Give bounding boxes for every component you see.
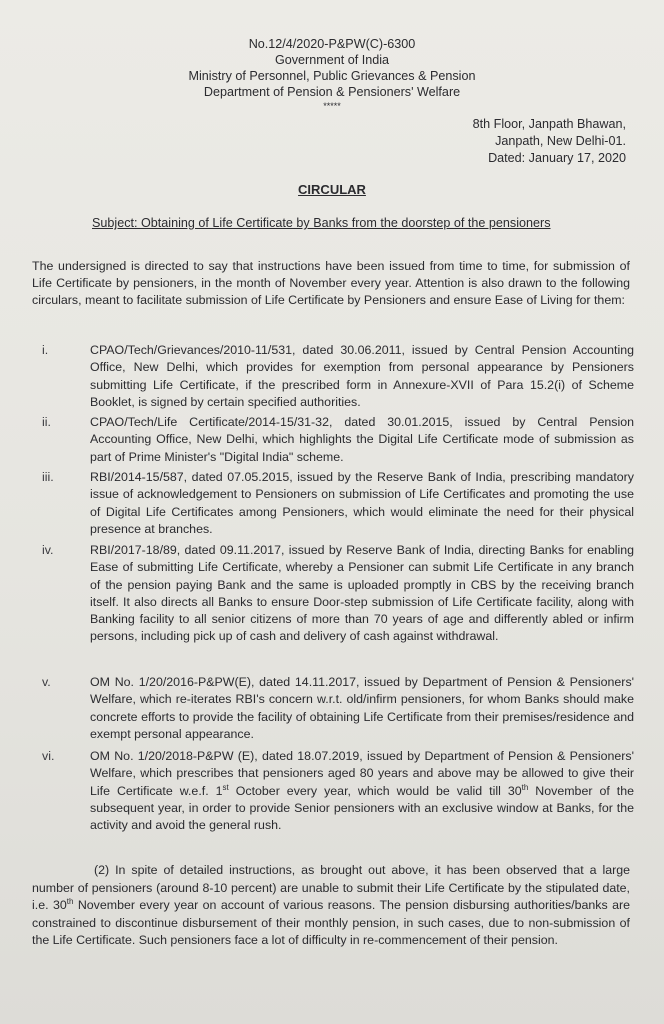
item-text: CPAO/Tech/Grievances/2010-11/531, dated 30.06.2011, issued by Central Pension Accounting Office, New Delhi, which provides for exemption from personal appearance by Pensioners submitting Life Certificate, if the prescribed form in Annexure-XVII of Para 15.2(i) of Scheme Booklet, is signed by certain specified authorities. — [90, 343, 634, 409]
item-text: RBI/2017-18/89, dated 09.11.2017, issued by Reserve Bank of India, directing Banks for enabling Ease of submitting Life Certificate, whereby a Pensioner can submit Life Certificate in any branch of the pension paying Bank and the same is uploaded promptly in CBS by the receiving branch itself. It also directs all Banks to ensure Door-step submission of Life Certificate facility, along with Banking facility to all senior citizens of more than 70 years of age and differently abled or infirm persons, including pick up of cash and delivery of cash against withdrawal. — [90, 543, 634, 644]
ministry-line: Ministry of Personnel, Public Grievances & Pension — [188, 69, 476, 83]
item-number: v. — [42, 675, 51, 689]
circular-title: CIRCULAR — [298, 182, 366, 197]
item-text: OM No. 1/20/2016-P&PW(E), dated 14.11.2017, issued by Department of Pension & Pensioners' Welfare, which re-iterates RBI's concern w.r.t. old/infirm pensioners, for whom Banks should make concrete efforts to provide the facility of obtaining Life Certificate from their premises/residence and exempt personal appearance. — [90, 675, 634, 741]
paragraph-2: (2) In spite of detailed instructions, as brought out above, it has been observed that a large number of pensioners (around 8-10 percent) are unable to submit their Life Certificate by the stipulated date, i.e. 30th November every year on account of various reasons. The pension disbursing authorities/banks are constrained to discontinue disbursement of their monthly pension, in such cases, due to non-submission of the Life Certificate. Such pensioners face a lot of difficulty in re-commencement of their pension. — [32, 863, 630, 948]
date-line: Dated: January 17, 2020 — [488, 151, 626, 165]
file-number: No.12/4/2020-P&PW(C)-6300 — [248, 37, 416, 51]
government-line: Government of India — [274, 53, 390, 67]
department-line: Department of Pension & Pensioners' Welfare — [203, 85, 461, 99]
item-number: i. — [42, 343, 49, 357]
address-line-1: 8th Floor, Janpath Bhawan, — [472, 117, 626, 131]
item-number: ii. — [42, 415, 51, 429]
item-text: RBI/2014-15/587, dated 07.05.2015, issued by the Reserve Bank of India, prescribing mandatory issue of acknowledgement to Pensioners on submission of Life Certificates and promoting the use of Digital Life Certificates among Pensioners, which would eliminate the need for their physical presence at branches. — [90, 470, 634, 536]
item-number: iv. — [42, 543, 54, 557]
subject-line: Subject: Obtaining of Life Certificate by Banks from the doorstep of the pensioners — [92, 216, 551, 230]
item-number: iii. — [42, 470, 54, 484]
item-text: OM No. 1/20/2018-P&PW (E), dated 18.07.2019, issued by Department of Pension & Pensioners' Welfare, which prescribes that pensioners aged 80 years and above may be allowed to give their Life Certificate w.e.f. 1st October every year, which would be valid till 30th November of the subsequent year, in order to provide Senior pensioners with an exclusive window at Banks, for the activity and avoid the general rush. — [90, 749, 634, 833]
header-stars: ***** — [323, 101, 341, 111]
address-line-2: Janpath, New Delhi-01. — [495, 134, 626, 148]
item-text: CPAO/Tech/Life Certificate/2014-15/31-32, dated 30.01.2015, issued by Central Pension Accounting Office, New Delhi, which highlights the Digital Life Certificate mode of submission as part of Prime Minister's "Digital India" scheme. — [90, 415, 634, 464]
office-address — [473, 116, 626, 167]
item-number: vi. — [42, 749, 55, 763]
intro-paragraph: The undersigned is directed to say that instructions have been issued from time to time, for submission of Life Certificate by pensioners, in the month of November every year. Attention is also drawn to the following circulars, meant to facilitate submission of Life Certificate by Pensioners and ensure Ease of Living for them: — [32, 259, 630, 308]
